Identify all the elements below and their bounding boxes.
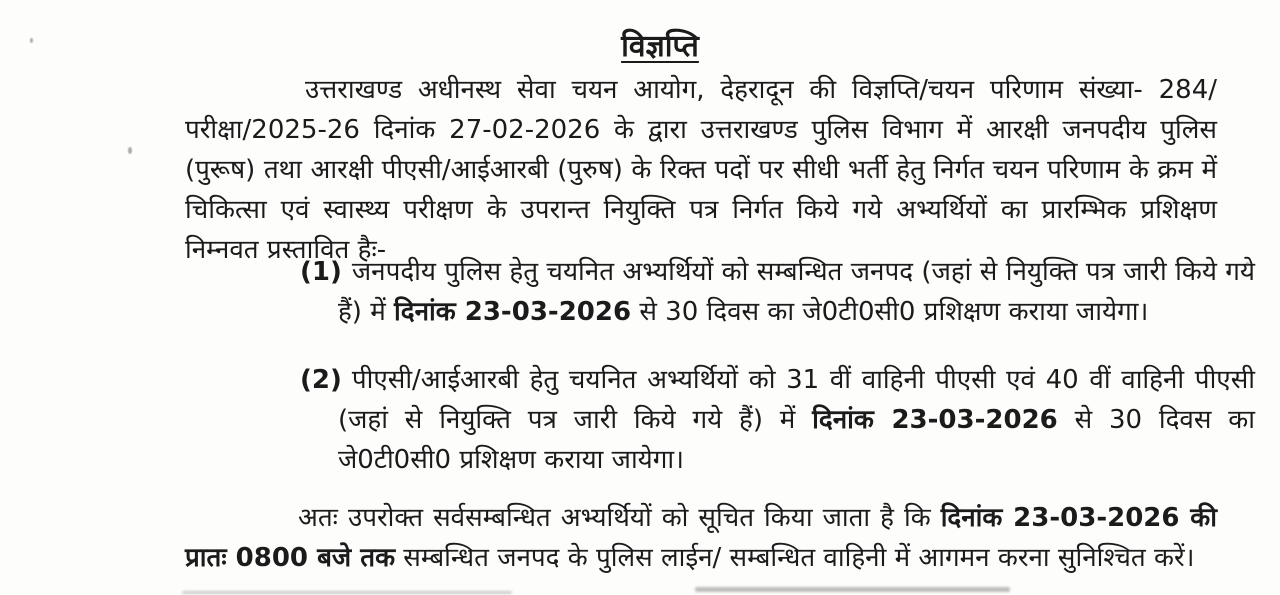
intro-paragraph: उत्तराखण्ड अधीनस्थ सेवा चयन आयोग, देहरादून की विज्ञप्ति/चयन परिणाम संख्या- 284/परीक्षा/2025-26 दिनांक 27-02-2026 के द्वारा उत्तराखण्ड पुलिस विभाग में आरक्षी जनपदीय पुलिस (पुरूष) तथा आरक्षी पीएसी/आईआरबी (पुरुष) के रिक्त पदों पर सीधी भर्ती हेतु निर्गत चयन परिणाम के क्रम में चिकित्सा एवं स्वास्थ्य परीक्षण के उपरान्त नियुक्ति पत्र निर्गत किये गये अभ्यर्थियों का प्रारम्भिक प्रशिक्षण निम्नवत प्रस्तावित हैः-	[185, 75, 1217, 265]
list-item-2	[300, 360, 1255, 480]
scan-speck	[30, 38, 33, 43]
scan-artifact	[695, 587, 1010, 592]
list-item-1	[300, 252, 1255, 332]
list-item-2-text: पीएसी/आईआरबी हेतु चयनित अभ्यर्थियों को 31 वीं वाहिनी पीएसी एवं 40 वीं वाहिनी पीएसी (जहां से नियुक्ति पत्र जारी किये गये हैं) में दिनांक 23-03-2026 से 30 दिवस का जे0टी0सी0 प्रशिक्षण कराया जायेगा।	[338, 365, 1255, 475]
list-item-1-text: जनपदीय पुलिस हेतु चयनित अभ्यर्थियों को सम्बन्धित जनपद (जहां से नियुक्ति पत्र जारी किये गये हैं) में दिनांक 23-03-2026 से 30 दिवस का जे0टी0सी0 प्रशिक्षण कराया जायेगा।	[338, 257, 1255, 327]
closing-paragraph: अतः उपरोक्त सर्वसम्बन्धित अभ्यर्थियों को सूचित किया जाता है कि दिनांक 23-03-2026 की प्रातः 0800 बजे तक सम्बन्धित जनपद के पुलिस लाईन/ सम्बन्धित वाहिनी में आगमन करना सुनिश्चित करें।	[185, 503, 1217, 573]
scan-speck	[128, 147, 132, 154]
scan-speck	[1246, 262, 1249, 266]
scan-artifact	[182, 591, 512, 594]
list-item-1-number: (1)	[300, 257, 342, 287]
list-item-2-number: (2)	[300, 365, 342, 395]
document-title: विज्ञप्ति	[621, 29, 699, 65]
